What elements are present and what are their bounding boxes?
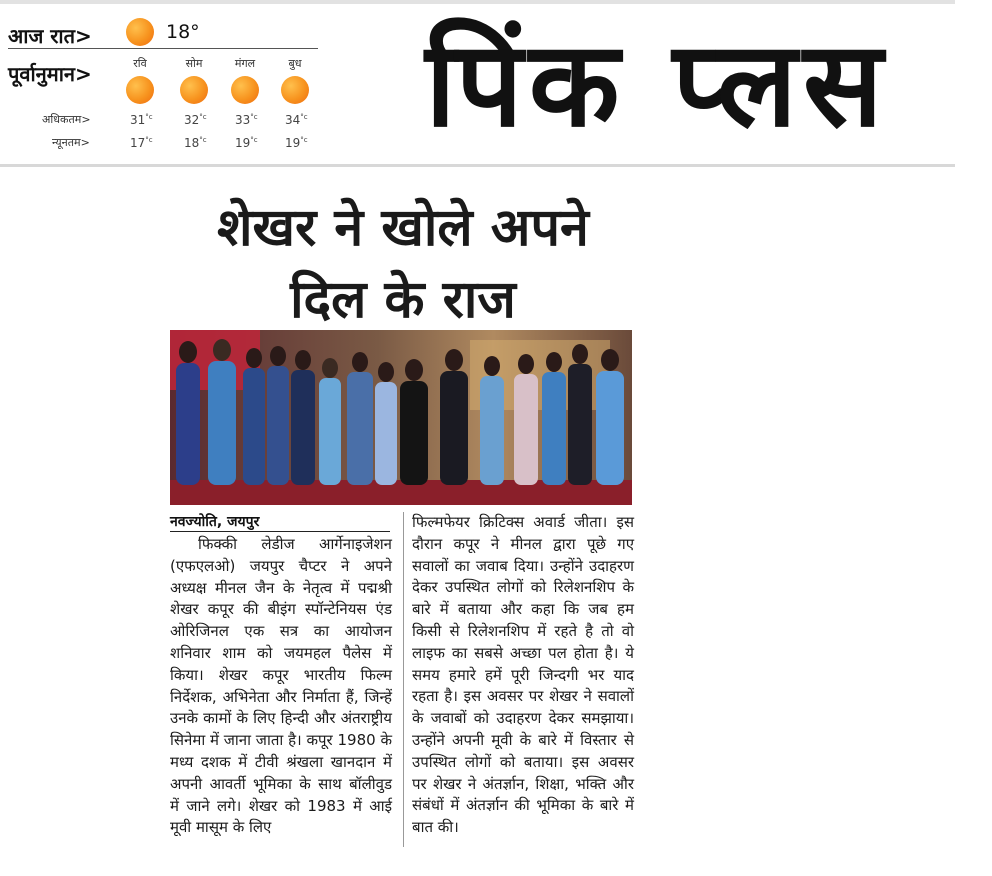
min-temp-value: 17 [130, 136, 146, 150]
sun-icon [180, 76, 208, 104]
forecast-day [275, 56, 315, 104]
day-name: रवि [133, 57, 147, 70]
tonight-row [8, 18, 318, 48]
column-divider [403, 512, 404, 847]
forecast-day [174, 56, 214, 104]
group-photo-illustration [170, 330, 632, 505]
temp-unit: °c [145, 136, 153, 144]
min-temp [130, 136, 153, 150]
article-column-left: फिक्की लेडीज आर्गेनाइजेशन (एफएलओ) जयपुर चैप्टर ने अपने अध्यक्ष मीनल जैन के नेतृत्व में पद्मश्री शेखर कपूर की बीइंग स्पॉन्टेनियस एंड ओरिजिनल एक सत्र का आयोजन शनिवार शाम को जयमहल पैलेस में किया। शेखर कपूर भारतीय फिल्म निर्देशक, अभिनेता और निर्माता हैं, जिन्हें उनके कामों के लिए हिन्दी और अंतराष्ट्रीय सिनेमा में जाना जाता है। कपूर 1980 के मध्य दशक में टीवी श्रंखला खानदान में अपनी आवर्ती भूमिका के साथ बॉलीवुड में जाने लगे। शेखर को 1983 में आई मूवी मासूम के लिए [170, 535, 392, 837]
temp-unit: °c [300, 136, 308, 144]
article-column-right: फिल्मफेयर क्रिटिक्स अवार्ड जीता। इस दौरान कपूर ने मीनल द्वारा पूछे गए सवालों का जवाब दिया। उन्होंने उदाहरण देकर उपस्थित लोगों को रिलेशनशिप के बारे में बताया और कहा कि जब हम किसी से रिलेशनशिप में रहते है तो वो लाइफ का सबसे अच्छा पल होता है। ये समय हमारे हमें पूरी जिन्दगी भर याद रहता है। इस अवसर पर शेखर ने सवालों के जवाबों को उदाहरण देकर समझाया। उन्होंने अपनी मूवी के बारे में विस्तार से उपस्थित लोगों को बताया। इस अवसर पर शेखर ने अंतर्ज्ञान, शिक्षा, भक्ति और संबंधों में अंतर्ज्ञान की भूमिका के बारे में बात की। [412, 513, 634, 837]
day-name: सोम [185, 57, 203, 70]
max-temp-value: 33 [235, 113, 251, 127]
temp-unit: °c [250, 136, 258, 144]
temp-unit: °c [300, 113, 308, 121]
max-temp-value: 34 [285, 113, 301, 127]
max-temp [130, 113, 153, 127]
sun-icon [126, 18, 154, 46]
headline-line-1: शेखर ने खोले अपने [217, 198, 589, 258]
min-temp-value: 19 [285, 136, 301, 150]
headline-line-2: दिल के राज [290, 270, 516, 330]
temp-unit: °c [250, 113, 258, 121]
max-temp [184, 113, 207, 127]
dateline: नवज्योति, जयपुर [170, 514, 260, 530]
min-temp-value: 19 [235, 136, 251, 150]
min-temp [285, 136, 308, 150]
weather-divider [8, 48, 318, 49]
tonight-temp: 18° [166, 21, 200, 43]
day-name: मंगल [234, 57, 256, 70]
min-label: न्यूनतम> [52, 136, 90, 149]
max-temp-value: 31 [130, 113, 146, 127]
min-temp [235, 136, 258, 150]
sun-icon [231, 76, 259, 104]
max-label: अधिकतम> [42, 113, 91, 126]
temp-unit: °c [199, 136, 207, 144]
dateline-rule [170, 531, 390, 532]
forecast-day [225, 56, 265, 104]
forecast-day [120, 56, 160, 104]
day-name: बुध [288, 57, 302, 70]
forecast-label: पूर्वानुमान> [8, 62, 92, 86]
max-temp [285, 113, 308, 127]
tonight-label: आज रात> [8, 24, 92, 48]
sun-icon [281, 76, 309, 104]
temp-unit: °c [199, 113, 207, 121]
weather-widget [8, 18, 318, 158]
temp-unit: °c [145, 113, 153, 121]
event-photo [170, 330, 632, 505]
sun-icon [126, 76, 154, 104]
section-masthead: पिंक प्लस [425, 15, 889, 153]
masthead-rule [0, 164, 955, 167]
min-temp-value: 18 [184, 136, 200, 150]
max-temp [235, 113, 258, 127]
max-temp-value: 32 [184, 113, 200, 127]
min-temp [184, 136, 207, 150]
article-headline [168, 192, 638, 336]
